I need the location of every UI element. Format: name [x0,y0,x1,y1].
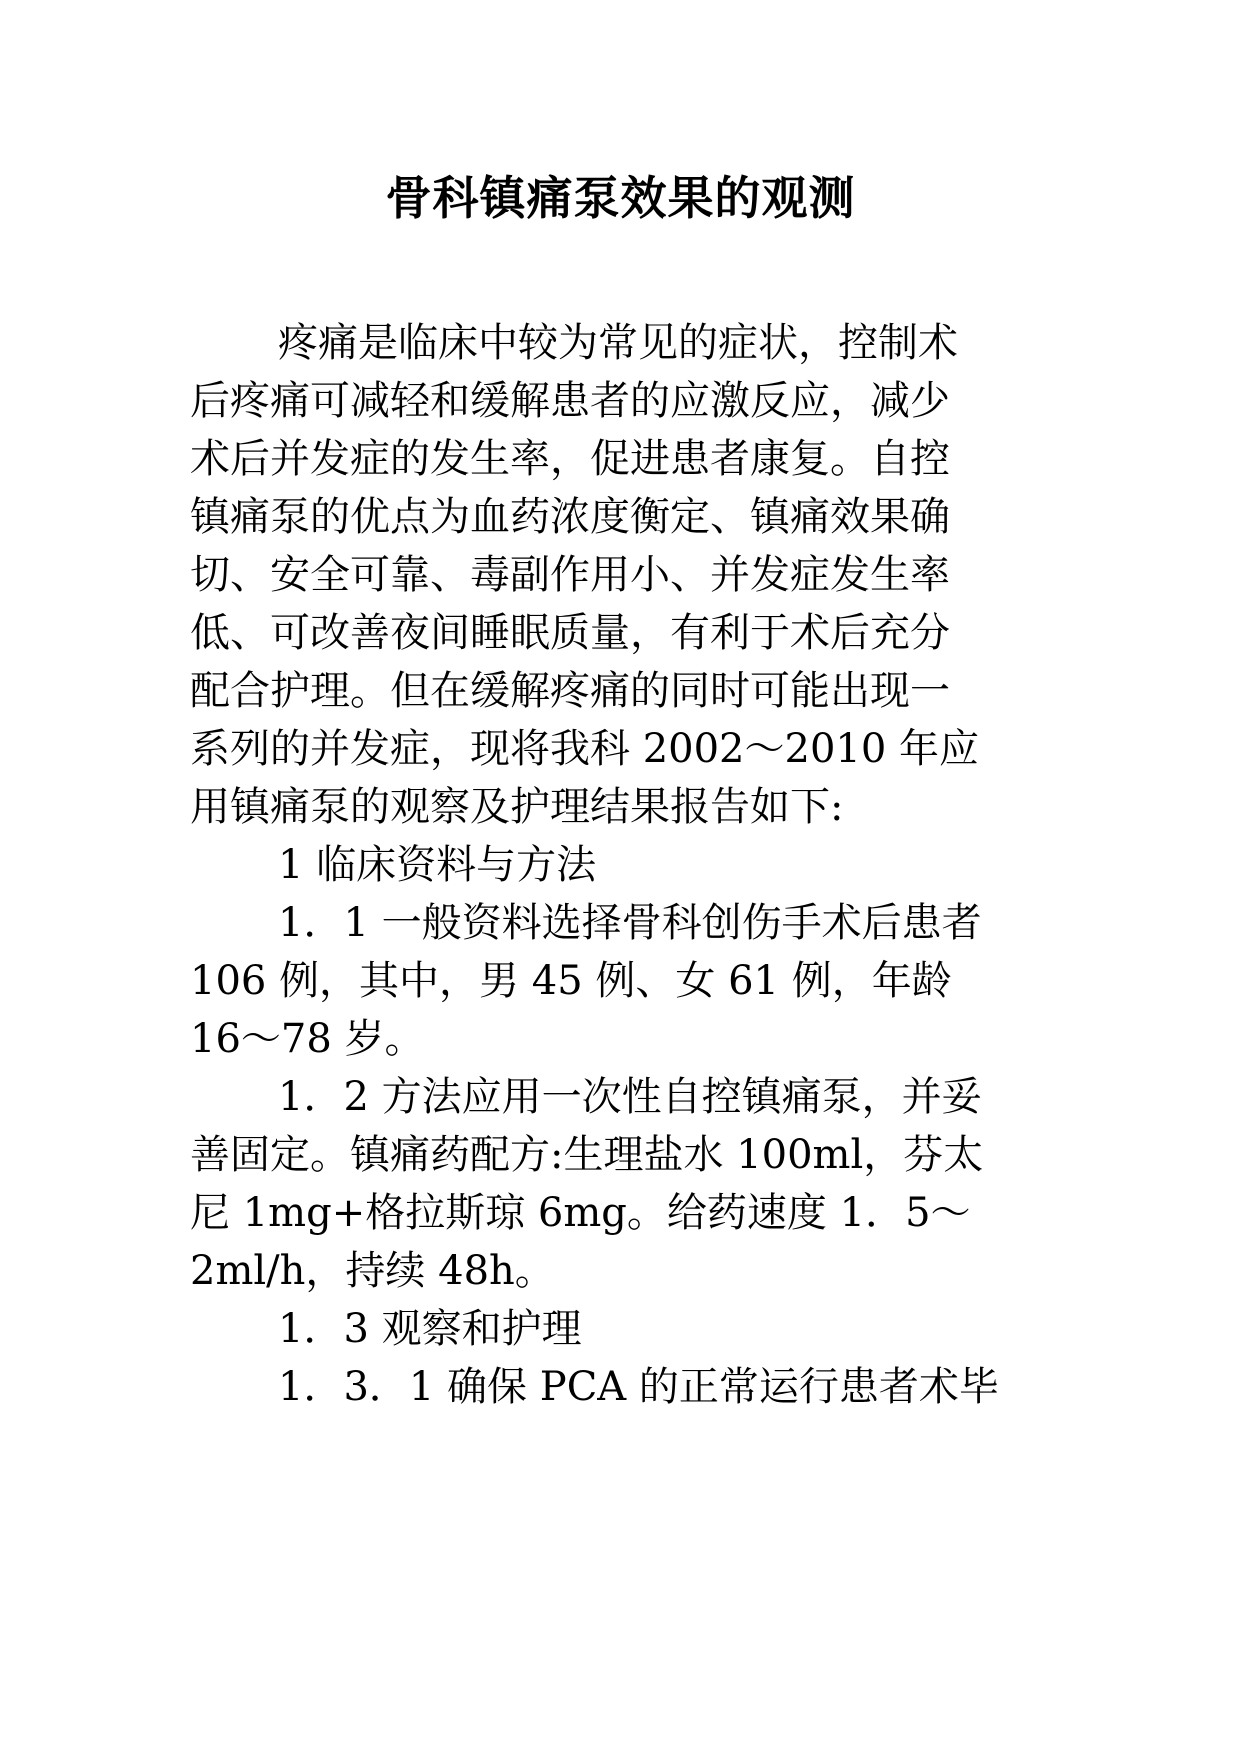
paragraph-line: 镇痛泵的优点为血药浓度衡定、镇痛效果确 [190,494,950,540]
paragraph-line: 1．1 一般资料选择骨科创伤手术后患者 [278,900,982,946]
paragraph-line: 配合护理。但在缓解疼痛的同时可能出现一 [190,668,950,714]
paragraph-line: 16～78 岁。 [190,1016,425,1062]
document-title: 骨科镇痛泵效果的观测 [385,171,856,225]
paragraph-line: 1．2 方法应用一次性自控镇痛泵，并妥 [278,1074,982,1120]
paragraph-line: 后疼痛可减轻和缓解患者的应激反应，减少 [190,378,950,424]
paragraph-line: 系列的并发症，现将我科 2002～2010 年应 [190,726,980,772]
paragraph-line: 善固定。镇痛药配方:生理盐水 100ml，芬太 [190,1132,984,1178]
paragraph-line: 2ml/h，持续 48h。 [190,1248,555,1294]
paragraph-line: 低、可改善夜间睡眠质量，有利于术后充分 [190,610,950,656]
paragraph-line: 用镇痛泵的观察及护理结果报告如下: [190,784,844,830]
paragraph-line: 106 例，其中，男 45 例、女 61 例，年龄 [190,958,952,1004]
paragraph-line: 切、安全可靠、毒副作用小、并发症发生率 [190,552,950,598]
paragraph-line: 疼痛是临床中较为常见的症状，控制术 [278,320,958,366]
paragraph-line: 尼 1mg+格拉斯琼 6mg。给药速度 1．5～ [190,1190,971,1236]
section-heading: 1 临床资料与方法 [278,842,597,888]
section-heading: 1．3 观察和护理 [278,1306,582,1352]
paragraph-line: 1．3．1 确保 PCA 的正常运行患者术毕 [278,1364,999,1410]
paragraph-line: 术后并发症的发生率，促进患者康复。自控 [190,436,950,482]
